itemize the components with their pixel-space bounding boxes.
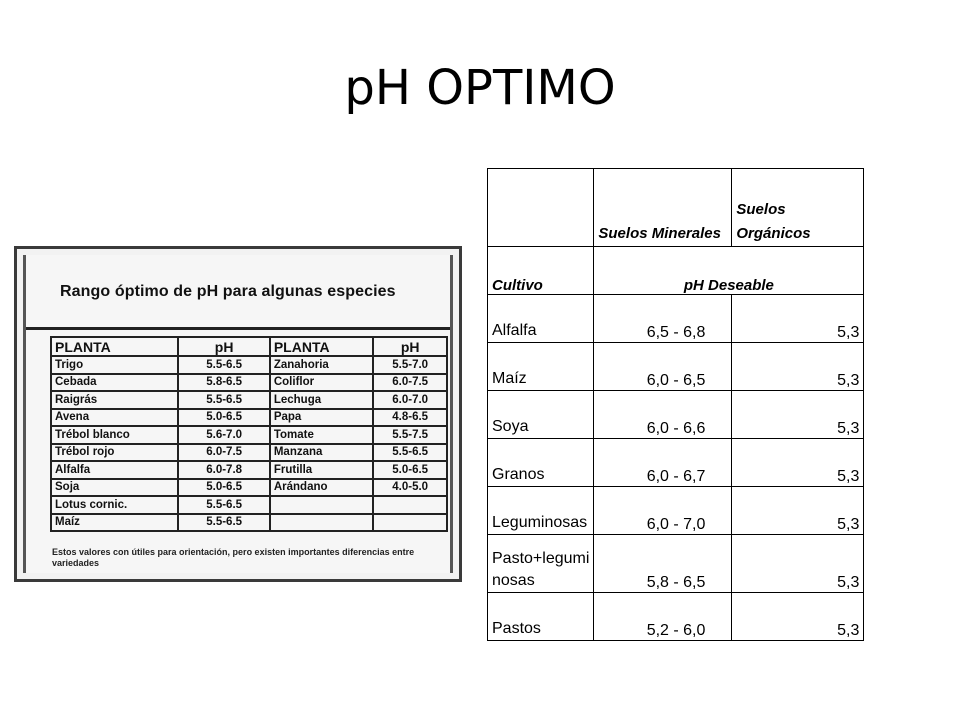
scan-cell-planta: Trigo xyxy=(51,356,178,374)
scan-table-row xyxy=(51,461,447,479)
scan-cell-planta: Lotus cornic. xyxy=(51,496,178,514)
scan-table-row xyxy=(51,496,447,514)
cell-cultivo: Leguminosas xyxy=(488,487,594,535)
cell-ph-mineral: 5,2 - 6,0 xyxy=(594,593,732,641)
scan-cell-planta: Maíz xyxy=(51,514,178,532)
cell-ph-organico: 5,3 xyxy=(732,391,864,439)
scan-cell-planta: Tomate xyxy=(270,426,374,444)
scan-cell-planta: Cebada xyxy=(51,374,178,392)
scan-table-body xyxy=(51,356,447,531)
slide-title: pH OPTIMO xyxy=(344,60,616,116)
scan-table-row xyxy=(51,374,447,392)
table-header-row xyxy=(488,169,864,247)
scan-cell-planta: Avena xyxy=(51,409,178,427)
scan-cell-ph: 6.0-7.8 xyxy=(178,461,269,479)
cell-ph-mineral: 5,8 - 6,5 xyxy=(594,535,732,593)
scan-cell-ph: 5.5-6.5 xyxy=(178,391,269,409)
scan-header-planta: PLANTA xyxy=(270,337,374,356)
scan-table-row xyxy=(51,391,447,409)
cell-cultivo: Pastos xyxy=(488,593,594,641)
scan-cell-ph: 5.5-7.0 xyxy=(373,356,447,374)
header-suelos-minerales: Suelos Minerales xyxy=(594,169,732,247)
scan-table-row xyxy=(51,356,447,374)
scan-cell-planta: Trébol blanco xyxy=(51,426,178,444)
scan-cell-ph: 6.0-7.5 xyxy=(178,444,269,462)
scanned-ph-table-image xyxy=(14,246,462,582)
header-ph-deseable: pH Deseable xyxy=(594,247,864,295)
scan-cell-ph: 6.0-7.5 xyxy=(373,374,447,392)
scan-cell-planta: Raigrás xyxy=(51,391,178,409)
cell-ph-mineral: 6,5 - 6,8 xyxy=(594,295,732,343)
scan-cell-ph: 5.8-6.5 xyxy=(178,374,269,392)
cell-cultivo: Alfalfa xyxy=(488,295,594,343)
cell-cultivo: Granos xyxy=(488,439,594,487)
scan-cell-ph: 5.6-7.0 xyxy=(178,426,269,444)
table-row xyxy=(488,439,864,487)
scan-cell-planta: Arándano xyxy=(270,479,374,497)
scan-cell-ph xyxy=(373,514,447,532)
scan-cell-ph: 5.5-6.5 xyxy=(178,514,269,532)
cell-cultivo: Soya xyxy=(488,391,594,439)
scan-cell-planta: Frutilla xyxy=(270,461,374,479)
scan-header-ph: pH xyxy=(373,337,447,356)
cell-ph-mineral: 6,0 - 6,5 xyxy=(594,343,732,391)
scan-cell-planta: Alfalfa xyxy=(51,461,178,479)
scan-title: Rango óptimo de pH para algunas especies xyxy=(60,283,396,300)
scan-cell-ph: 4.8-6.5 xyxy=(373,409,447,427)
scan-cell-planta xyxy=(270,514,374,532)
scan-table-row xyxy=(51,444,447,462)
cell-ph-mineral: 6,0 - 7,0 xyxy=(594,487,732,535)
table-subheader-row xyxy=(488,247,864,295)
cell-ph-organico: 5,3 xyxy=(732,439,864,487)
scan-cell-ph xyxy=(373,496,447,514)
scan-header-planta: PLANTA xyxy=(51,337,178,356)
cell-cultivo: Pasto+legumi nosas xyxy=(488,535,594,593)
header-cultivo: Cultivo xyxy=(488,247,594,295)
scan-cell-ph: 4.0-5.0 xyxy=(373,479,447,497)
scan-table-row xyxy=(51,409,447,427)
cell-ph-organico: 5,3 xyxy=(732,343,864,391)
scan-table-row xyxy=(51,426,447,444)
cell-ph-organico: 5,3 xyxy=(732,593,864,641)
scan-cell-ph: 5.5-6.5 xyxy=(178,356,269,374)
scan-header-row xyxy=(51,337,447,356)
scan-cell-planta: Papa xyxy=(270,409,374,427)
scan-cell-ph: 5.0-6.5 xyxy=(178,479,269,497)
scan-table xyxy=(50,336,448,532)
cell-ph-organico: 5,3 xyxy=(732,295,864,343)
table-row xyxy=(488,343,864,391)
table-row xyxy=(488,487,864,535)
scan-cell-ph: 6.0-7.0 xyxy=(373,391,447,409)
header-empty-cell xyxy=(488,169,594,247)
table-row xyxy=(488,295,864,343)
cell-ph-mineral: 6,0 - 6,7 xyxy=(594,439,732,487)
scan-table-row xyxy=(51,479,447,497)
scan-cell-ph: 5.0-6.5 xyxy=(178,409,269,427)
scan-cell-ph: 5.5-6.5 xyxy=(373,444,447,462)
scan-header-ph: pH xyxy=(178,337,269,356)
scan-cell-planta: Coliflor xyxy=(270,374,374,392)
scan-cell-ph: 5.5-7.5 xyxy=(373,426,447,444)
scan-cell-planta: Lechuga xyxy=(270,391,374,409)
scan-cell-planta: Zanahoria xyxy=(270,356,374,374)
table-row xyxy=(488,391,864,439)
cell-ph-organico: 5,3 xyxy=(732,487,864,535)
cell-ph-organico: 5,3 xyxy=(732,535,864,593)
scan-note: Estos valores con útiles para orientación, pero existen importantes diferencias entre variedades xyxy=(52,547,415,568)
cell-ph-mineral: 6,0 - 6,6 xyxy=(594,391,732,439)
table-row xyxy=(488,593,864,641)
scan-table-row xyxy=(51,514,447,532)
scan-frame xyxy=(23,255,453,573)
scan-cell-ph: 5.5-6.5 xyxy=(178,496,269,514)
header-suelos-organicos: Suelos Orgánicos xyxy=(732,169,864,247)
scan-divider xyxy=(26,327,450,330)
ph-deseable-table xyxy=(487,168,864,641)
scan-cell-planta: Manzana xyxy=(270,444,374,462)
scan-cell-planta: Trébol rojo xyxy=(51,444,178,462)
table-row xyxy=(488,535,864,593)
scan-cell-planta xyxy=(270,496,374,514)
cell-cultivo: Maíz xyxy=(488,343,594,391)
scan-cell-ph: 5.0-6.5 xyxy=(373,461,447,479)
scan-cell-planta: Soja xyxy=(51,479,178,497)
